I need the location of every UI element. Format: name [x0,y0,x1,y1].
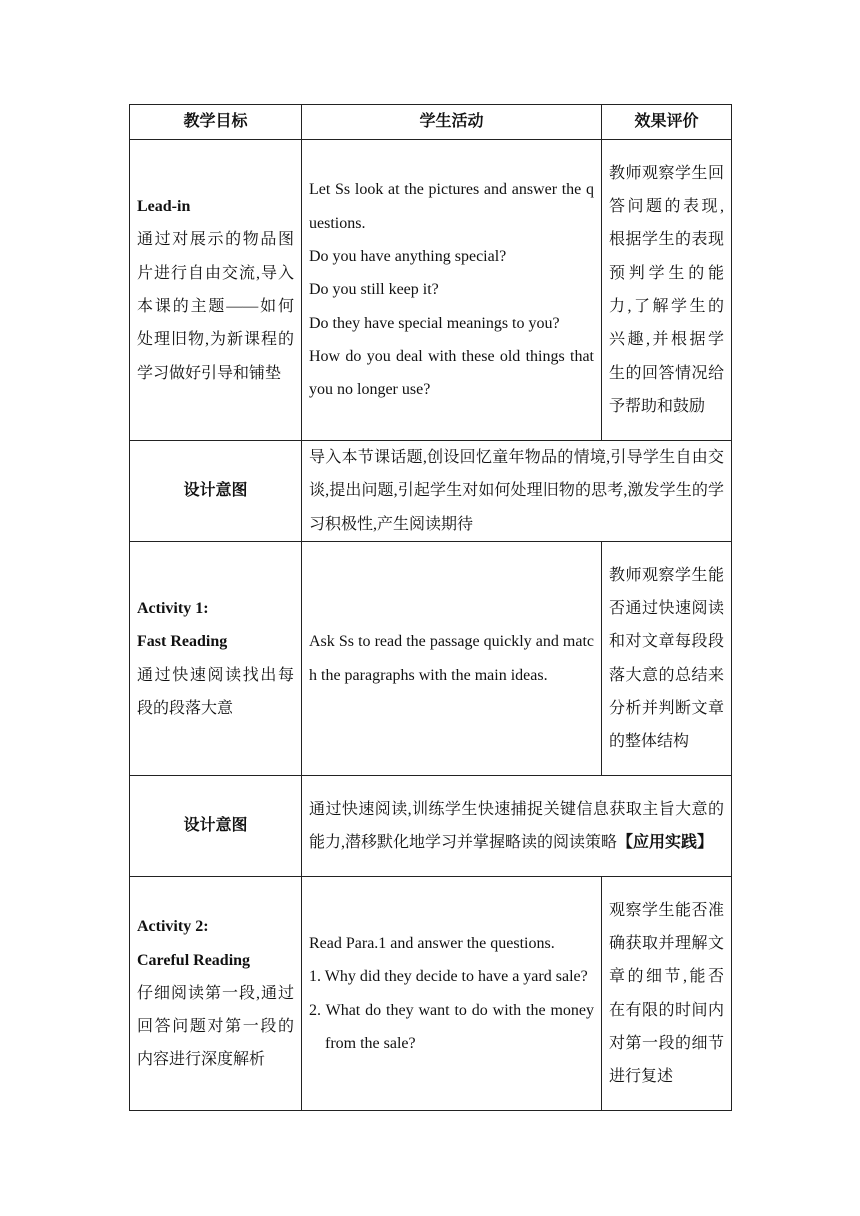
evaluation-cell: 教师观察学生能否通过快速阅读和对文章每段段落大意的总结来分析并判断文章的整体结构 [602,542,732,776]
header-teaching-goal: 教学目标 [130,105,302,140]
question-list [309,960,594,1060]
table-row-design-intent [130,776,732,877]
activity-line: Ask Ss to read the passage quickly and match the paragraphs with the main ideas. [309,633,594,684]
activity-cell [302,542,602,776]
question-item: 1. Why did they decide to have a yard sale? [309,968,588,986]
goal-subtitle: Fast Reading [137,633,228,651]
question-item: 2. What do they want to do with the money from the sale? [309,1001,594,1052]
goal-title: Lead-in [137,198,191,216]
evaluation-cell: 教师观察学生回答问题的表现,根据学生的表现预判学生的能力,了解学生的兴趣,并根据学生的回答情况给予帮助和鼓励 [602,140,732,441]
goal-description: 通过对展示的物品图片进行自由交流,导入本课的主题——如何处理旧物,为新课程的学习做好引导和铺垫 [137,231,294,382]
activity-cell [302,140,602,441]
goal-cell [130,140,302,441]
activity-intro: Read Para.1 and answer the questions. [309,934,555,952]
goal-description: 通过快速阅读找出每段的段落大意 [137,666,294,717]
design-intent-cell [302,776,732,877]
goal-subtitle: Careful Reading [137,951,251,969]
activity-line: Let Ss look at the pictures and answer the questions. [309,181,594,232]
design-intent-label: 设计意图 [130,441,302,542]
design-intent-text: 导入本节课话题,创设回忆童年物品的情境,引导学生自由交谈,提出问题,引起学生对如何处理旧物的思考,激发学生的学习积极性,产生阅读期待 [302,441,732,542]
activity-cell [302,877,602,1111]
goal-cell [130,542,302,776]
activity-line: How do you deal with these old things that you no longer use? [309,347,594,399]
goal-cell [130,877,302,1111]
goal-title: Activity 2: [137,918,209,936]
design-intent-label: 设计意图 [130,776,302,877]
table-row-design-intent [130,441,732,542]
goal-description: 仔细阅读第一段,通过回答问题对第一段的内容进行深度解析 [137,984,294,1069]
activity-line: Do you have anything special? [309,248,507,266]
design-intent-text: 通过快速阅读,训练学生快速捕捉关键信息获取主旨大意的能力,潜移默化地学习并掌握略读的阅读策略 [309,800,724,851]
header-evaluation: 效果评价 [602,105,732,140]
activity-line: Do they have special meanings to you? [309,314,560,332]
lesson-plan-table [129,104,732,1111]
table-row-lead-in [130,140,732,441]
table-row-activity-2 [130,877,732,1111]
goal-title: Activity 1: [137,599,209,617]
header-student-activity: 学生活动 [302,105,602,140]
design-intent-tag: 【应用实践】 [617,834,714,851]
evaluation-cell: 观察学生能否准确获取并理解文章的细节,能否在有限的时间内对第一段的细节进行复述 [602,877,732,1111]
activity-line: Do you still keep it? [309,281,439,299]
table-row-activity-1 [130,542,732,776]
table-header-row [130,105,732,140]
